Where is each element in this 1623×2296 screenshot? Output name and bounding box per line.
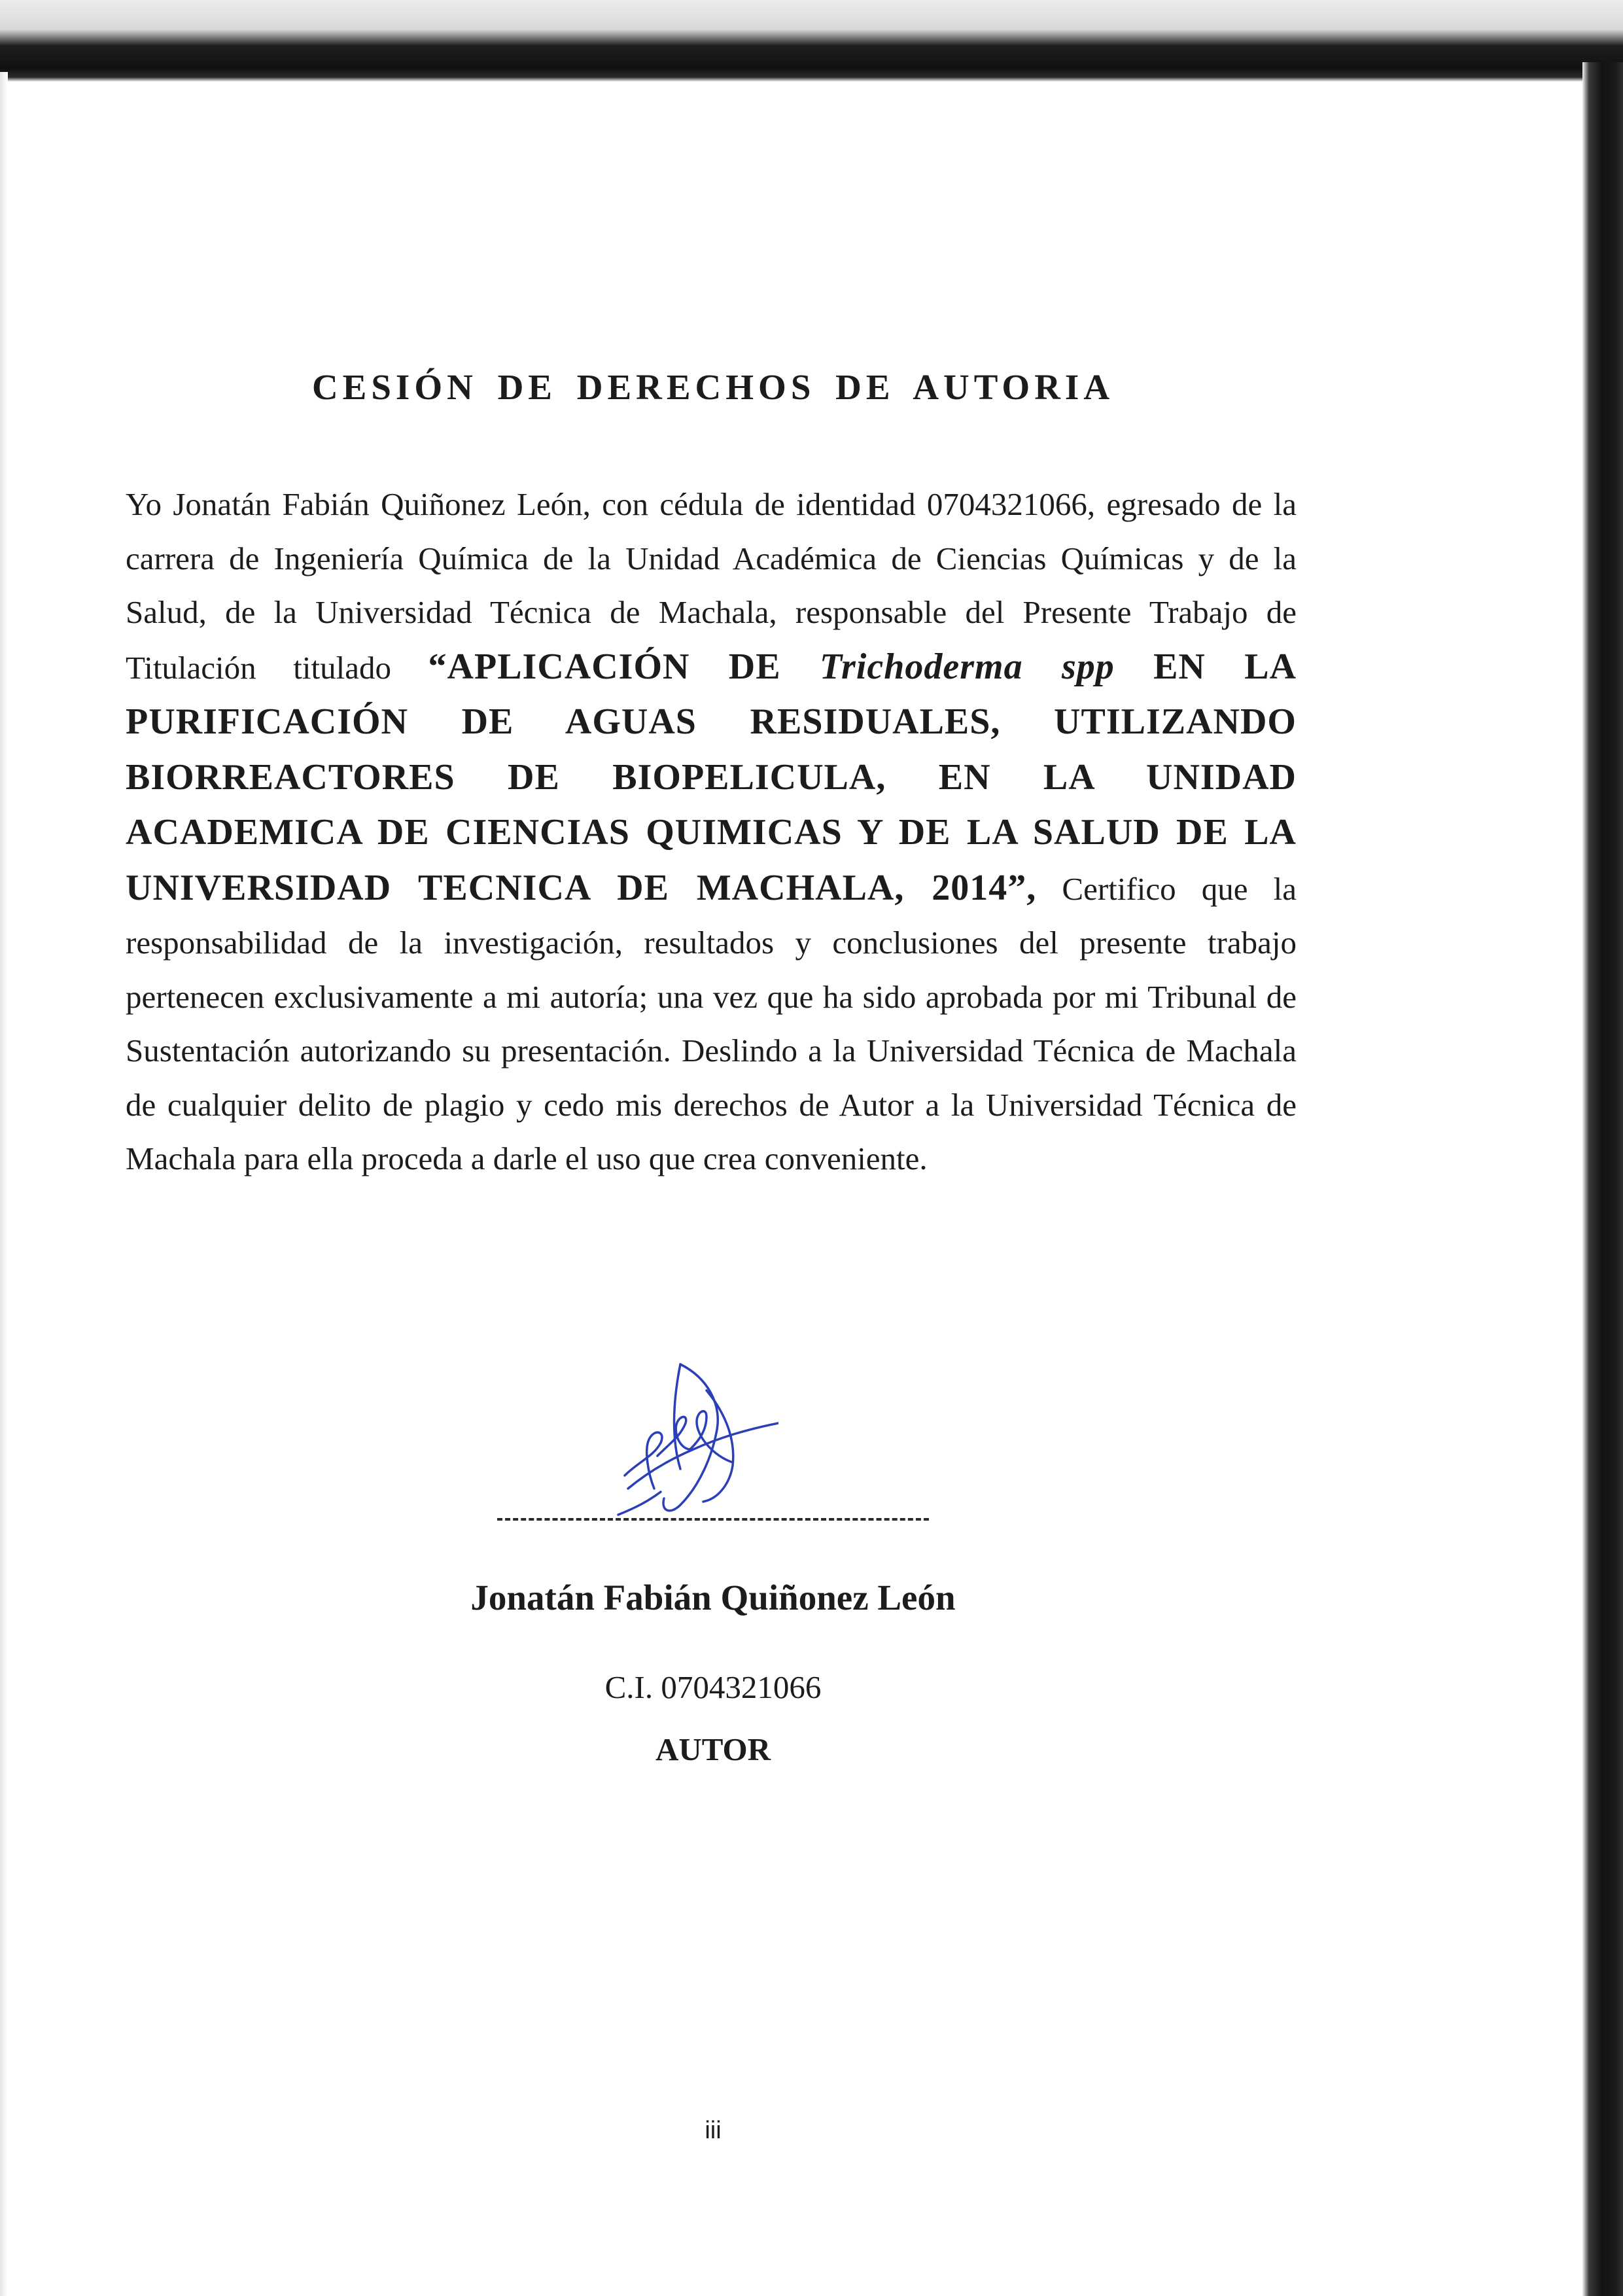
signer-role: AUTOR <box>655 1731 771 1767</box>
signature-line <box>497 1518 929 1521</box>
body-paragraph <box>126 478 1297 1186</box>
signer-id-number: C.I. 0704321066 <box>604 1669 822 1705</box>
scan-top-border <box>0 0 1623 82</box>
document-title: CESIÓN DE DERECHOS DE AUTORIA <box>311 367 1115 407</box>
thesis-title-part1: “APLICACIÓN DE <box>428 646 820 687</box>
thesis-title-italic: Trichoderma spp <box>819 646 1115 687</box>
paragraph-intro: Yo Jonatán Fabián Quiñonez León, con cédula de identidad 0704321066, egresado de la carrera de Ingeniería Química de la Unidad Académica de Ciencias Químicas y de la Salud, de la Universidad Técnica de Machala, responsable del Presente Trabajo de Titulación titulado <box>126 486 1297 686</box>
scan-right-border <box>1582 62 1623 2296</box>
signer-name: Jonatán Fabián Quiñonez León <box>470 1578 956 1617</box>
thesis-title-part2: EN LA PURIFICACIÓN DE AGUAS RESIDUALES, UTILIZANDO BIORREACTORES DE BIOPELICULA, EN LA UNIDAD ACADEMICA DE CIENCIAS QUIMICAS Y DE LA SALUD DE LA UNIVERSIDAD TECNICA DE MACHALA, 2014”, <box>126 646 1297 908</box>
page-number: iii <box>705 2117 722 2144</box>
paragraph-closing: Certifico que la responsabilidad de la investigación, resultados y conclusiones del presente trabajo pertenecen exclusivamente a mi autoría; una vez que ha sido aprobada por mi Tribunal de Sustentación autorizando su presentación. Deslindo a la Universidad Técnica de Machala de cualquier delito de plagio y cedo mis derechos de Autor a la Universidad Técnica de Machala para ella proceda a darle el uso que crea conveniente. <box>126 870 1297 1176</box>
handwritten-signature <box>608 1351 778 1528</box>
